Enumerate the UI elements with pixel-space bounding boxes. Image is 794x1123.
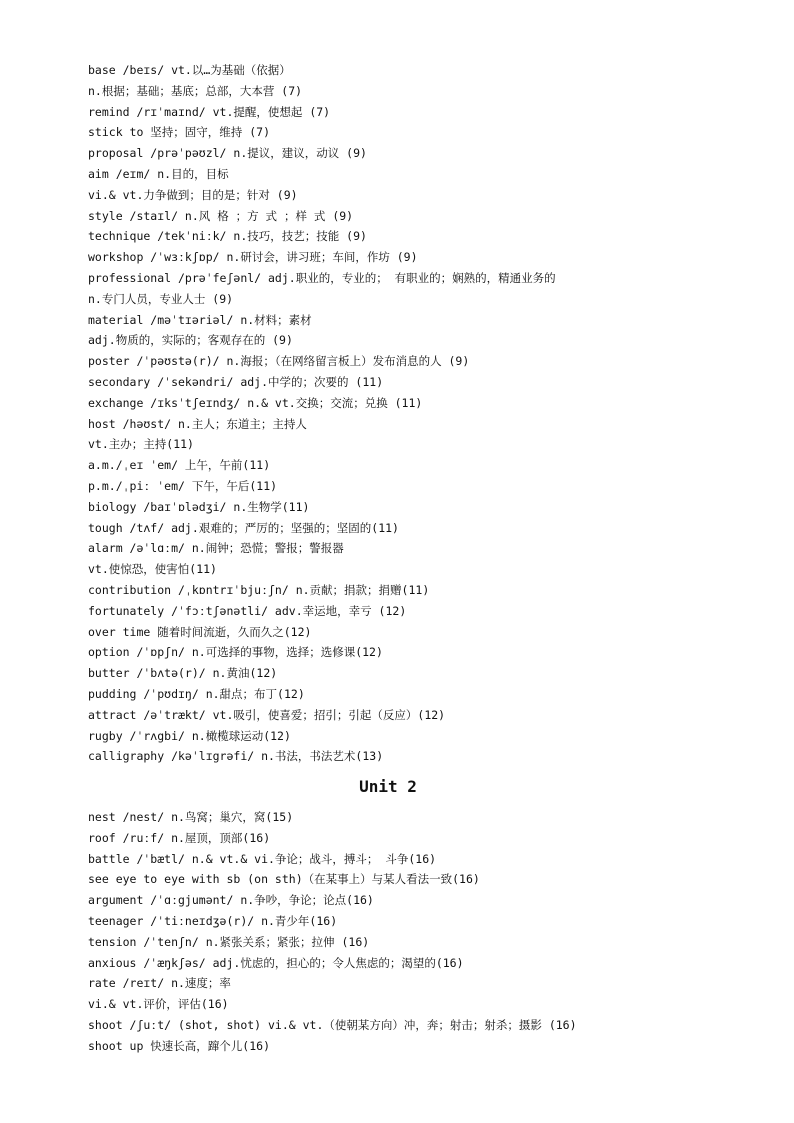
vocab-entry: professional /prəˈfeʃənl/ adj.职业的，专业的； 有职业的；娴熟的，精通业务的 — [88, 270, 556, 285]
vocab-entry: anxious /ˈæŋkʃəs/ adj.忧虑的，担心的；令人焦虑的；渴望的(16) — [88, 955, 464, 970]
vocab-entry: teenager /ˈtiːneɪdʒə(r)/ n.青少年(16) — [88, 914, 338, 929]
vocab-entry: shoot up 快速长高，蹿个儿(16) — [88, 1038, 271, 1053]
vocab-entry: vt.使惊恐，使害怕(11) — [88, 562, 217, 577]
vocab-entry: poster /ˈpəʊstə(r)/ n.海报；（在网络留言板上）发布消息的人 (9) — [88, 354, 470, 369]
vocab-entry: option /ˈɒpʃn/ n.可选择的事物，选择；选修课(12) — [88, 645, 383, 660]
vocab-entry: tension /ˈtenʃn/ n.紧张关系；紧张；拉伸 (16) — [88, 934, 370, 949]
vocab-entry: fortunately /ˈfɔːtʃənətli/ adv.幸运地，幸亏 (12) — [88, 603, 407, 618]
vocab-entry: butter /ˈbʌtə(r)/ n.黄油(12) — [88, 666, 278, 681]
vocab-entry: biology /baɪˈɒlədʒi/ n.生物学(11) — [88, 499, 310, 514]
vocab-entry: see eye to eye with sb (on sth)（在某事上）与某人看法一致(16) — [88, 872, 480, 887]
vocab-entry: remind /rɪˈmaɪnd/ vt.提醒，使想起 (7) — [88, 104, 331, 119]
vocab-entry: proposal /prəˈpəʊzl/ n.提议，建议，动议 (9) — [88, 146, 367, 161]
vocab-entry: a.m./ˌeɪ ˈem/ 上午，午前(11) — [88, 458, 271, 473]
vocab-entry: rate /reɪt/ n.速度；率 — [88, 976, 231, 991]
vocab-entry: calligraphy /kəˈlɪgrəfi/ n.书法，书法艺术(13) — [88, 749, 384, 764]
vocab-entry: aim /eɪm/ n.目的，目标 — [88, 166, 229, 181]
vocab-entry: vi.& vt.力争做到；目的是；针对 (9) — [88, 187, 298, 202]
unit-heading: Unit 2 — [359, 777, 417, 797]
vocab-entry: vt.主办；主持(11) — [88, 437, 194, 452]
vocab-entry: contribution /ˌkɒntrɪˈbjuːʃn/ n.贡献；捐款；捐赠(11) — [88, 582, 430, 597]
vocab-entry: argument /ˈɑːgjumənt/ n.争吵，争论；论点(16) — [88, 893, 374, 908]
vocab-entry: alarm /əˈlɑːm/ n.闹钟；恐慌；警报；警报器 — [88, 541, 344, 556]
vocab-entry: material /məˈtɪəriəl/ n.材料；素材 — [88, 312, 312, 327]
vocab-entry: n.根据；基础；基底；总部，大本营 (7) — [88, 83, 303, 98]
vocab-entry: n.专门人员，专业人士 (9) — [88, 291, 234, 306]
vocab-entry: rugby /ˈrʌgbi/ n.橄榄球运动(12) — [88, 728, 291, 743]
vocab-entry: battle /ˈbætl/ n.& vt.& vi.争论；战斗，搏斗； 斗争(16) — [88, 851, 437, 866]
vocab-entry: exchange /ɪksˈtʃeɪndʒ/ n.& vt.交换；交流；兑换 (11) — [88, 395, 423, 410]
vocab-entry: style /staɪl/ n.风 格 ；方 式 ；样 式 (9) — [88, 208, 354, 223]
vocab-entry: nest /nest/ n.鸟窝；巢穴，窝(15) — [88, 810, 294, 825]
vocab-entry: over time 随着时间流逝，久而久之(12) — [88, 624, 312, 639]
unit1-word-list — [88, 60, 728, 767]
vocab-entry: p.m./ˌpiː ˈem/ 下午，午后(11) — [88, 478, 278, 493]
vocab-entry: attract /əˈtrækt/ vt.吸引，使喜爱；招引；引起（反应）(12) — [88, 707, 446, 722]
vocab-entry: stick to 坚持；固守，维持 (7) — [88, 125, 271, 140]
vocab-entry: workshop /ˈwɜːkʃɒp/ n.研讨会，讲习班；车间，作坊 (9) — [88, 250, 418, 265]
vocab-entry: technique /tekˈniːk/ n.技巧，技艺；技能 (9) — [88, 229, 367, 244]
vocab-entry: vi.& vt.评价，评估(16) — [88, 997, 229, 1012]
vocab-entry: host /həʊst/ n.主人；东道主；主持人 — [88, 416, 307, 431]
vocab-entry: roof /ruːf/ n.屋顶，顶部(16) — [88, 830, 271, 845]
vocab-entry: tough /tʌf/ adj.艰难的；严厉的；坚强的；坚固的(11) — [88, 520, 399, 535]
vocabulary-page — [88, 60, 728, 1057]
vocab-entry: base /beɪs/ vt.以…为基础（依据） — [88, 63, 291, 77]
vocab-entry: secondary /ˈsekəndri/ adj.中学的；次要的 (11) — [88, 374, 384, 389]
unit2-word-list — [88, 807, 728, 1057]
vocab-entry: shoot /ʃuːt/ (shot, shot) vi.& vt.（使朝某方向）冲，奔；射击；射杀；摄影 (16) — [88, 1018, 577, 1033]
vocab-entry: pudding /ˈpʊdɪŋ/ n.甜点；布丁(12) — [88, 686, 305, 701]
vocab-entry: adj.物质的，实际的；客观存在的 (9) — [88, 333, 293, 348]
